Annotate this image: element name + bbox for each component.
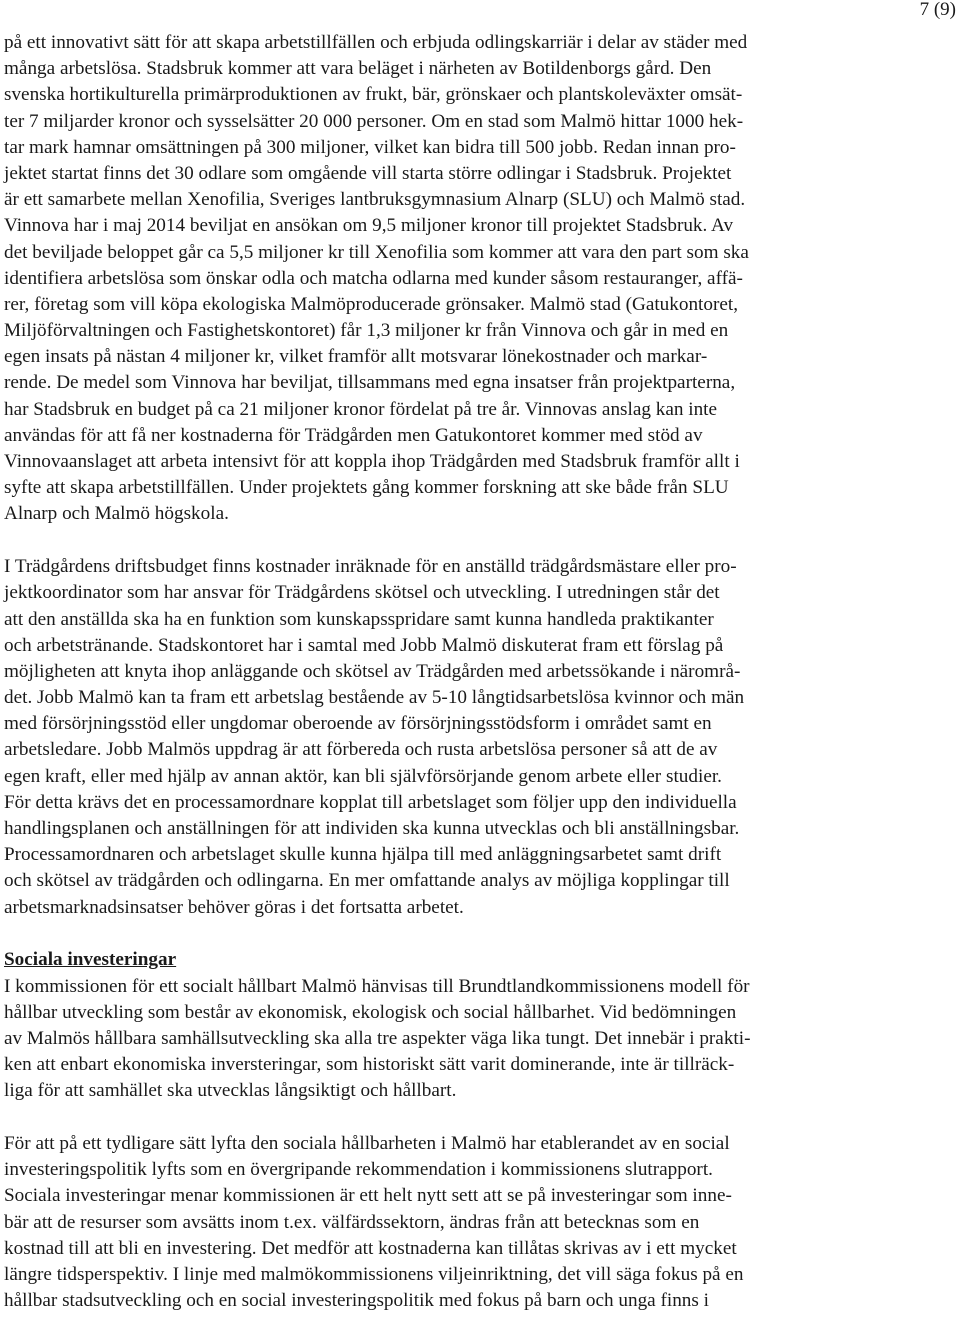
- paragraph-tradgarden-budget: [4, 554, 884, 921]
- text-line: det. Jobb Malmö kan ta fram ett arbetslag bestående av 5-10 långtidsarbetslösa kvinnor och män: [4, 687, 745, 709]
- paragraph-spacer: [4, 528, 884, 555]
- text-line: på ett innovativt sätt för att skapa arbetstillfällen och erbjuda odlingskarriär i delar av städer med: [4, 32, 748, 53]
- text-line: jektet startat finns det 30 odlare som omgående vill starta större odlingar i Stadsbruk. Projektet: [4, 162, 732, 184]
- text-line: identifiera arbetslösa som önskar odla och matcha odlarna med kunder såsom restauranger, affä-: [4, 267, 743, 289]
- text-line: Processamordnaren och arbetslaget skulle kunna hjälpa till med anläggningsarbetet samt drift: [4, 844, 722, 866]
- text-line: För att på ett tydligare sätt lyfta den sociala hållbarheten i Malmö har etablerandet av en social: [4, 1133, 730, 1155]
- text-line: investeringspolitik lyfts som en övergripande rekommendation i kommissionens slutrapport.: [4, 1159, 713, 1181]
- paragraph-stadsbruk: [4, 30, 884, 528]
- text-line: Sociala investeringar menar kommissionen är ett helt nytt sett att se på investeringar som inne-: [4, 1185, 732, 1207]
- text-line: tar mark hamnar omsättningen på 300 miljoner, vilket kan bidra till 500 jobb. Redan innan pro-: [4, 136, 736, 158]
- section-sociala-investeringar: [4, 947, 884, 1104]
- text-line: att den anställda ska ha en funktion som kunskapsspridare samt kunna handleda praktikanter: [4, 608, 714, 630]
- paragraph-social-investment-policy: [4, 1131, 884, 1314]
- text-line: det beviljade beloppet går ca 5,5 miljoner kr till Xenofilia som kommer att vara den part som ska: [4, 241, 749, 263]
- text-line: arbetsledare. Jobb Malmös uppdrag är att förbereda och rusta arbetslösa personer så att de av: [4, 739, 718, 761]
- text-line: jektkoordinator som har ansvar för Trädgårdens skötsel och utveckling. I utredningen står det: [4, 582, 720, 604]
- text-line: kostnad till att bli en investering. Det medför att kostnaderna kan tillåtas skrivas av i ett mycket: [4, 1237, 737, 1259]
- text-line: arbetsmarknadsinsatser behöver göras i det fortsatta arbetet.: [4, 896, 464, 918]
- text-line: liga för att samhället ska utvecklas långsiktigt och hållbart.: [4, 1080, 457, 1102]
- text-line: syfte att skapa arbetstillfällen. Under projektets gång kommer forskning att ske både från SLU: [4, 477, 729, 499]
- text-line: egen kraft, eller med hjälp av annan aktör, kan bli självförsörjande genom arbete eller studier.: [4, 765, 722, 787]
- text-line: handlingsplanen och anställningen för att individen ska kunna utvecklas och bli anställningsbar.: [4, 818, 740, 840]
- text-line: rer, företag som vill köpa ekologiska Malmöproducerade grönsaker. Malmö stad (Gatukontoret,: [4, 293, 739, 315]
- text-line: har Stadsbruk en budget på ca 21 miljoner kronor fördelat på tre år. Vinnovas anslag kan inte: [4, 398, 718, 420]
- text-line: Alnarp och Malmö högskola.: [4, 503, 229, 525]
- text-line: hållbar stadsutveckling och en social investeringspolitik med fokus på barn och unga finns i: [4, 1290, 709, 1312]
- text-line: och skötsel av trädgården och odlingarna. En mer omfattande analys av möjliga kopplingar till: [4, 870, 730, 892]
- text-line: många arbetslösa. Stadsbruk kommer att vara beläget i närheten av Botildenborgs gård. Den: [4, 58, 712, 80]
- text-line: ter 7 miljarder kronor och sysselsätter 20 000 personer. Om en stad som Malmö hittar 1000 hek-: [4, 110, 744, 132]
- text-line: av Malmös hållbara samhällsutveckling ska alla tre aspekter väga lika tungt. Det innebär i prakti-: [4, 1027, 751, 1049]
- text-line: Miljöförvaltningen och Fastighetskontoret) får 1,3 miljoner kr från Vinnova och går in med en: [4, 320, 729, 342]
- text-line: För detta krävs det en processamordnare kopplat till arbetslaget som följer upp den individuella: [4, 791, 737, 813]
- text-line: ken att enbart ekonomiska inversteringar, som historiskt sätt varit dominerande, inte är tillräck-: [4, 1054, 735, 1076]
- text-line: användas för att få ner kostnaderna för Trädgården men Gatukontoret kommer med stöd av: [4, 424, 703, 446]
- text-line: hållbar utveckling som består av ekonomisk, ekologisk och social hållbarhet. Vid bedömningen: [4, 1001, 737, 1023]
- text-line: med försörjningsstöd eller ungdomar oberoende av försörjningsstödsform i området samt en: [4, 713, 712, 735]
- document-body: [4, 30, 884, 1314]
- text-line: egen insats på nästan 4 miljoner kr, vilket framför allt motsvarar lönekostnader och markar-: [4, 346, 708, 368]
- page-number: 7 (9): [919, 0, 956, 20]
- text-line: Vinnova har i maj 2014 beviljat en ansökan om 9,5 miljoner kronor till projektet Stadsbruk. Av: [4, 215, 734, 237]
- paragraph-spacer: [4, 1105, 884, 1132]
- text-line: I kommissionen för ett socialt hållbart Malmö hänvisas till Brundtlandkommissionens modell för: [4, 975, 750, 997]
- text-line: svenska hortikulturella primärproduktionen av frukt, bär, grönskaer och plantskoleväxter omsät-: [4, 84, 743, 106]
- text-line: och arbetstränande. Stadskontoret har i samtal med Jobb Malmö diskuterat fram ett förslag på: [4, 634, 724, 656]
- text-line: längre tidsperspektiv. I linje med malmökommissionens viljeinriktning, det vill säga fokus på en: [4, 1264, 744, 1286]
- text-line: bär att de resurser som avsätts inom t.ex. välfärdssektorn, ändras från att betecknas som en: [4, 1211, 700, 1233]
- text-line: rende. De medel som Vinnova har beviljat, tillsammans med egna insatser från projektparterna,: [4, 372, 736, 394]
- text-line: möjligheten att knyta ihop anläggande och skötsel av Trädgården med arbetssökande i närområ-: [4, 660, 741, 682]
- text-line: Vinnovaanslaget att arbeta intensivt för att koppla ihop Trädgården med Stadsbruk framför allt i: [4, 451, 740, 472]
- text-line: I Trädgårdens driftsbudget finns kostnader inräknade för en anställd trädgårdsmästare eller pro-: [4, 556, 737, 578]
- paragraph-spacer: [4, 921, 884, 948]
- section-heading: Sociala investeringar: [4, 949, 177, 971]
- text-line: är ett samarbete mellan Xenofilia, Sveriges lantbruksgymnasium Alnarp (SLU) och Malmö stad.: [4, 189, 746, 211]
